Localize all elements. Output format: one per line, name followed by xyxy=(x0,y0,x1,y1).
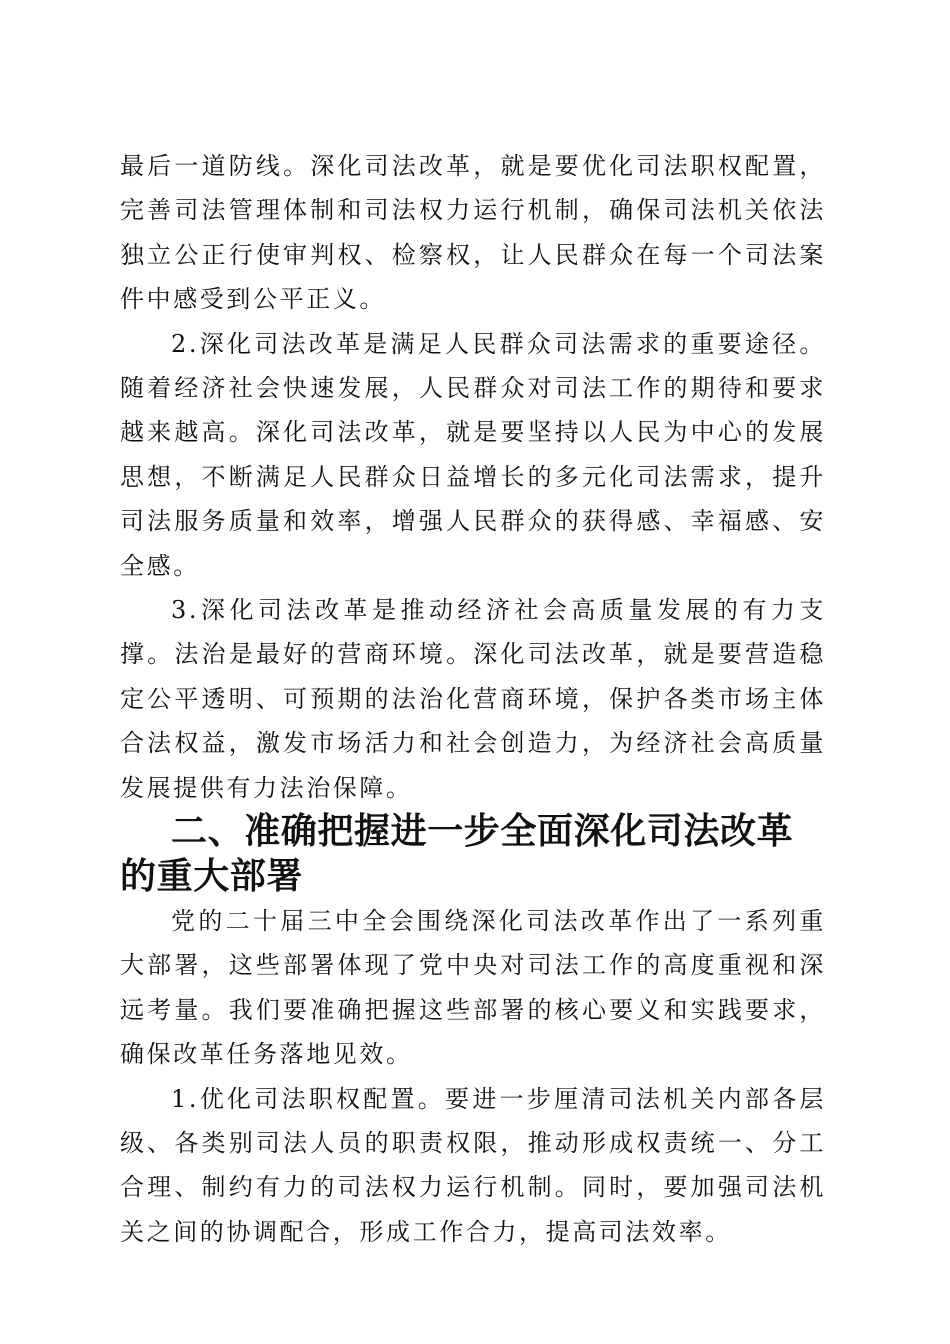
section-heading: 二、准确把握进一步全面深化司法改革的重大部署 xyxy=(120,811,794,897)
paragraph-point-3: 3.深化司法改革是推动经济社会高质量发展的有力支撑。法治是最好的营商环境。深化司法改革，就是要营造稳定公平透明、可预期的法治化营商环境，保护各类市场主体合法权益，激发市场活力和社会创造力，为经济社会高质量发展提供有力法治保障。 xyxy=(120,596,826,802)
paragraph-continued: 最后一道防线。深化司法改革，就是要优化司法职权配置，完善司法管理体制和司法权力运行机制，确保司法机关依法独立公正行使审判权、检察权，让人民群众在每一个司法案件中感受到公平正义。 xyxy=(120,152,826,314)
paragraph-section-point-1: 1.优化司法职权配置。要进一步厘清司法机关内部各层级、各类别司法人员的职责权限，推动形成权责统一、分工合理、制约有力的司法权力运行机制。同时，要加强司法机关之间的协调配合，形成工作合力，提高司法效率。 xyxy=(120,1084,826,1246)
document-body xyxy=(120,144,826,1254)
paragraph-section-intro: 党的二十届三中全会围绕深化司法改革作出了一系列重大部署，这些部署体现了党中央对司法工作的高度重视和深远考量。我们要准确把握这些部署的核心要义和实践要求，确保改革任务落地见效。 xyxy=(120,906,826,1069)
paragraph-point-2: 2.深化司法改革是满足人民群众司法需求的重要途径。随着经济社会快速发展，人民群众对司法工作的期待和要求越来越高。深化司法改革，就是要坚持以人民为中心的发展思想，不断满足人民群众日益增长的多元化司法需求，提升司法服务质量和效率，增强人民群众的获得感、幸福感、安全感。 xyxy=(120,329,826,580)
